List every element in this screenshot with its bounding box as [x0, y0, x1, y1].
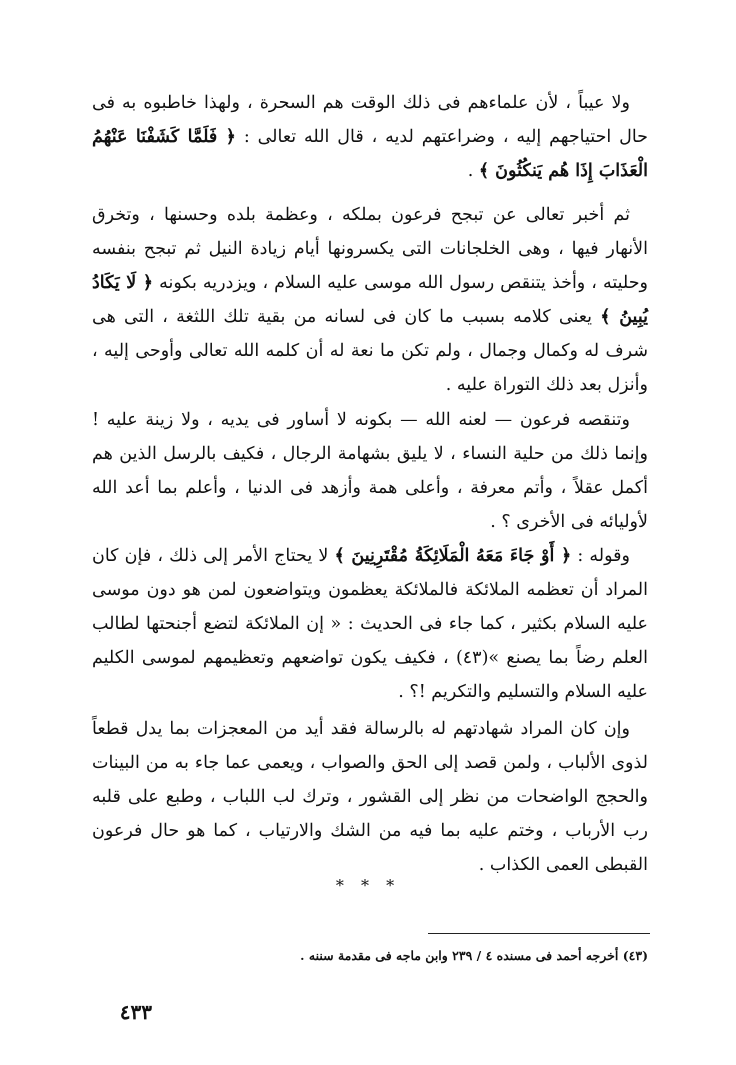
body-text-block	[92, 86, 648, 188]
paragraph	[92, 539, 648, 709]
body-text-block	[92, 198, 648, 402]
text-segment: لا يحتاج الأمر إلى ذلك ، فإن كان المراد أن تعظمه الملائكة فالملائكة يعظمون ويتواضعون لمن هو دون موسى عليه السلام بكثير ، كما جاء فى الحديث : « إن الملائكة لتضع أجنحتها لطالب العلم رضاً بما يصنع »(٤٣) ، فكيف يكون تواضعهم وتعظيمهم لموسى الكليم عليه السلام والتسليم والتكريم !؟ .	[92, 546, 648, 702]
quran-verse: ﴿ لَا يَكَادُ يُبِينُ ﴾	[92, 273, 648, 327]
body-text-block	[92, 403, 648, 539]
text-segment: وقوله :	[571, 546, 630, 566]
text-segment: ولا عيباً ، لأن علماءهم فى ذلك الوقت هم السحرة ، ولهذا خاطبوه به فى حال احتياجهم إليه ، وضراعتهم لديه ، قال الله تعالى :	[92, 93, 649, 147]
section-separator: * * *	[335, 876, 401, 895]
text-segment: ثم أخبر تعالى عن تبجح فرعون بملكه ، وعظمة بلده وحسنها ، وتخرق الأنهار فيها ، وهى الخلجانات التى يكسرونها أيام زيادة النيل ثم تبجح بنفسه وحليته ، وأخذ يتنقص رسول الله موسى عليه السلام ، ويزدريه بكونه	[92, 205, 648, 293]
footnote-rule	[428, 933, 650, 934]
text-segment: يعنى كلامه بسبب ما كان فى لسانه من بقية تلك اللثغة ، التى هى شرف له وكمال وجمال ، ولم تكن ما نعة له أن كلمه الله تعالى وأوحى إليه ، وأنزل بعد ذلك التوراة عليه .	[92, 307, 648, 395]
page-number: ٤٣٣	[119, 1000, 152, 1024]
paragraph	[92, 86, 648, 188]
paragraph	[92, 403, 648, 539]
quran-verse: ﴿ فَلَمَّا كَشَفْنَا عَنْهُمُ الْعَذَابَ إِذَا هُم يَنكُثُونَ ﴾	[92, 127, 648, 181]
quran-verse: ﴿ أَوْ جَاءَ مَعَهُ الْمَلَائِكَةُ مُقْتَرِنِينَ ﴾	[334, 546, 572, 566]
footnote: (٤٣) أخرجه أحمد فى مسنده ٤ / ٢٣٩ وابن ماجه فى مقدمة سننه .	[300, 948, 648, 963]
paragraph	[92, 198, 648, 402]
body-text-block	[92, 712, 648, 882]
text-segment: وإن كان المراد شهادتهم له بالرسالة فقد أيد من المعجزات بما يدل قطعاً لذوى الألباب ، ولمن قصد إلى الحق والصواب ، ويعمى عما جاء به من البينات والحجج الواضحات من نظر إلى القشور ، وترك لب اللباب ، وطبع على قلبه رب الأرباب ، وختم عليه بما فيه من الشك والارتياب ، كما هو حال فرعون القبطى العمى الكذاب .	[92, 719, 648, 875]
body-text-block	[92, 539, 648, 709]
text-segment: .	[467, 161, 479, 181]
text-segment: وتنقصه فرعون — لعنه الله — بكونه لا أساور فى يديه ، ولا زينة عليه ! وإنما ذلك من حلية النساء ، لا يليق بشهامة الرجال ، فكيف بالرسل الذين هم أكمل عقلاً ، وأتم معرفة ، وأعلى همة وأزهد فى الدنيا ، وأعلم بما أعد الله لأوليائه فى الأخرى ؟ .	[92, 410, 648, 532]
paragraph	[92, 712, 648, 882]
